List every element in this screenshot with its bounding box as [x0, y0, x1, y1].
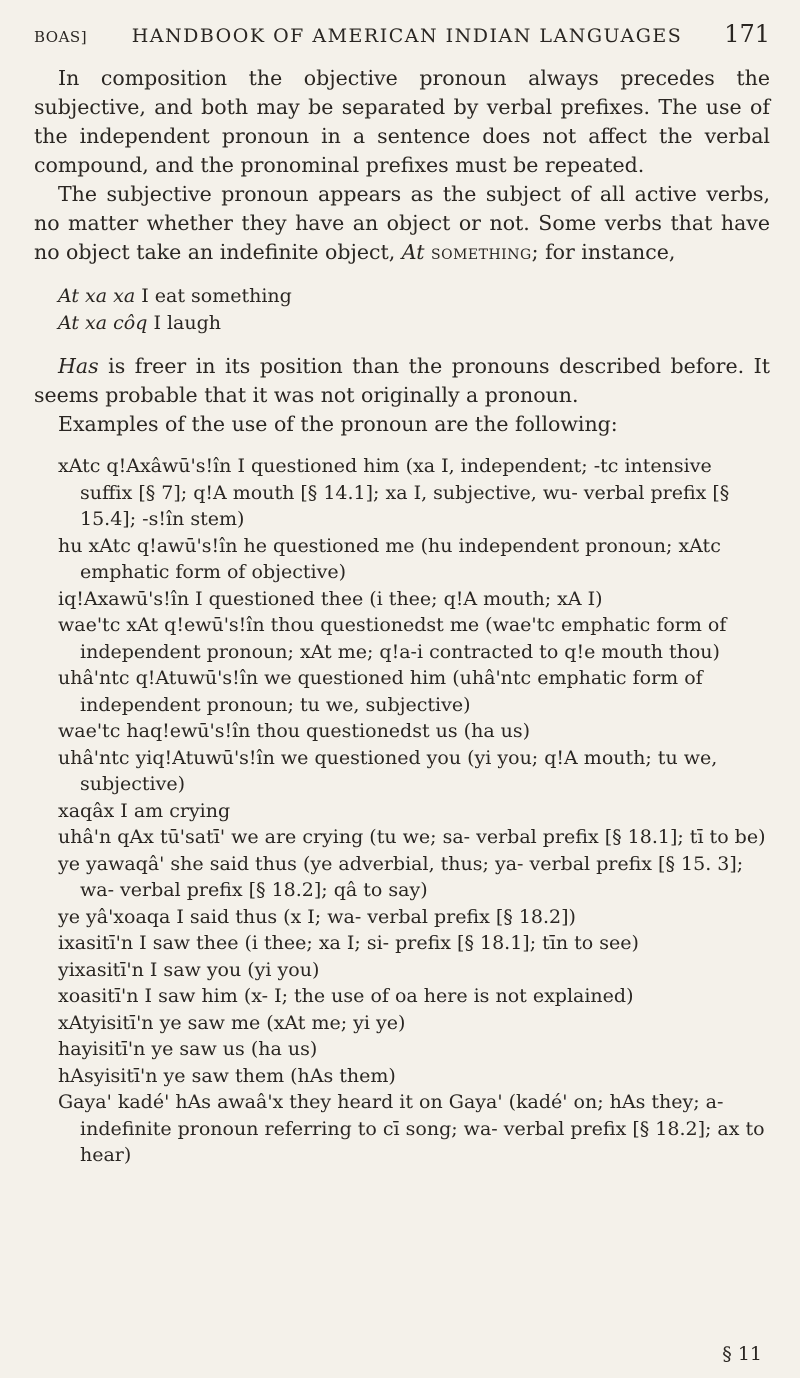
example-entry: xAtyisitī'n ye saw me (xAt me; yi ye): [58, 1011, 406, 1034]
examples-list-b: [34, 453, 770, 1169]
example-gloss: I laugh: [153, 311, 222, 334]
example-entry: xaqâx I am crying: [58, 799, 231, 822]
term-something: something: [431, 240, 532, 264]
example-entry: ixasitī'n I saw thee (i thee; xa I; si- prefix [§ 18.1]; tīn to see): [58, 932, 639, 954]
examples-list-a: [58, 283, 770, 336]
page-number: 171: [724, 20, 770, 48]
example-entry: ye yawaqâ' she said thus (ye adverbial, thus; ya- verbal prefix [§ 15. 3]; wa- verbal prefix [§ 18.2]; qâ to say): [58, 852, 744, 901]
paragraph-subjective: [34, 180, 770, 267]
example-entry: wae'tc xAt q!ewū's!în thou questionedst me (wae'tc emphatic form of independent pronoun; xAt me; q!a-i contracted to q!e mouth thou): [58, 614, 727, 663]
example-gloss: I eat something: [141, 285, 292, 307]
author-tag: BOAS]: [34, 28, 88, 46]
example-form: At xa xa: [58, 285, 136, 307]
example-line: [58, 310, 770, 337]
section-footer: § 11: [722, 1343, 762, 1365]
paragraph-examples-intro: Examples of the use of the pronoun are the following:: [58, 412, 618, 436]
example-entry: Gaya' kadé' hAs awaâ'x they heard it on Gaya' (kadé' on; hAs they; a- indefinite pronoun referring to cī song; wa- verbal prefix [§ 18.2]; ax to hear): [58, 1091, 765, 1166]
example-line: [58, 283, 770, 310]
example-entry: wae'tc haq!ewū's!în thou questionedst us (ha us): [58, 720, 531, 742]
example-entry: hayisitī'n ye saw us (ha us): [58, 1038, 318, 1060]
example-entry: iq!Axawū's!în I questioned thee (i thee; q!A mouth; xA I): [58, 587, 603, 610]
paragraph-composition: In composition the objective pronoun always precedes the subjective, and both may be separated by verbal prefixes. The use of the independent pronoun in a sentence does not affect the verbal compound, and the pronominal prefixes must be repeated.: [34, 66, 770, 177]
example-entry: uhâ'ntc q!Atuwū's!în we questioned him (uhâ'ntc emphatic form of independent pronoun; tu we, subjective): [58, 667, 703, 716]
example-entry: hu xAtc q!awū's!în he questioned me (hu independent pronoun; xAtc emphatic form of objective): [58, 534, 721, 583]
running-header: [34, 20, 770, 64]
example-entry: uhâ'n qAx tū'satī' we are crying (tu we; sa- verbal prefix [§ 18.1]; tī to be): [58, 826, 766, 848]
running-title: HANDBOOK OF AMERICAN INDIAN LANGUAGES: [131, 25, 683, 47]
example-entry: hAsyisitī'n ye saw them (hAs them): [58, 1064, 396, 1087]
term-at: At: [401, 240, 425, 264]
paragraph-has: [34, 352, 770, 410]
example-entry: yixasitī'n I saw you (yi you): [58, 958, 320, 981]
example-entry: uhâ'ntc yiq!Atuwū's!în we questioned you (yi you; q!A mouth; tu we, subjective): [58, 746, 718, 795]
example-entry: ye yâ'xoaqa I said thus (x I; wa- verbal prefix [§ 18.2]): [58, 905, 576, 928]
paragraph-subjective-text: The subjective pronoun appears as the subject of all active verbs, no matter whether they have an object or not. Some verbs that have no object take an indefinite object,: [34, 182, 770, 264]
paragraph-has-text: is freer in its position than the pronouns described before. It seems probable that it was not originally a pronoun.: [34, 354, 770, 407]
paragraph-subjective-tail: ; for instance,: [531, 240, 676, 264]
example-entry: xoasitī'n I saw him (x- I; the use of oa here is not explained): [58, 985, 634, 1007]
example-form: At xa côq: [58, 311, 148, 334]
term-has: Has: [58, 354, 99, 378]
example-entry: xAtc q!Axâwū's!în I questioned him (xa I, independent; -tc intensive suffix [§ 7]; q!A mouth [§ 14.1]; xa I, subjective, wu- verbal prefix [§ 15.4]; -s!în stem): [58, 455, 730, 530]
